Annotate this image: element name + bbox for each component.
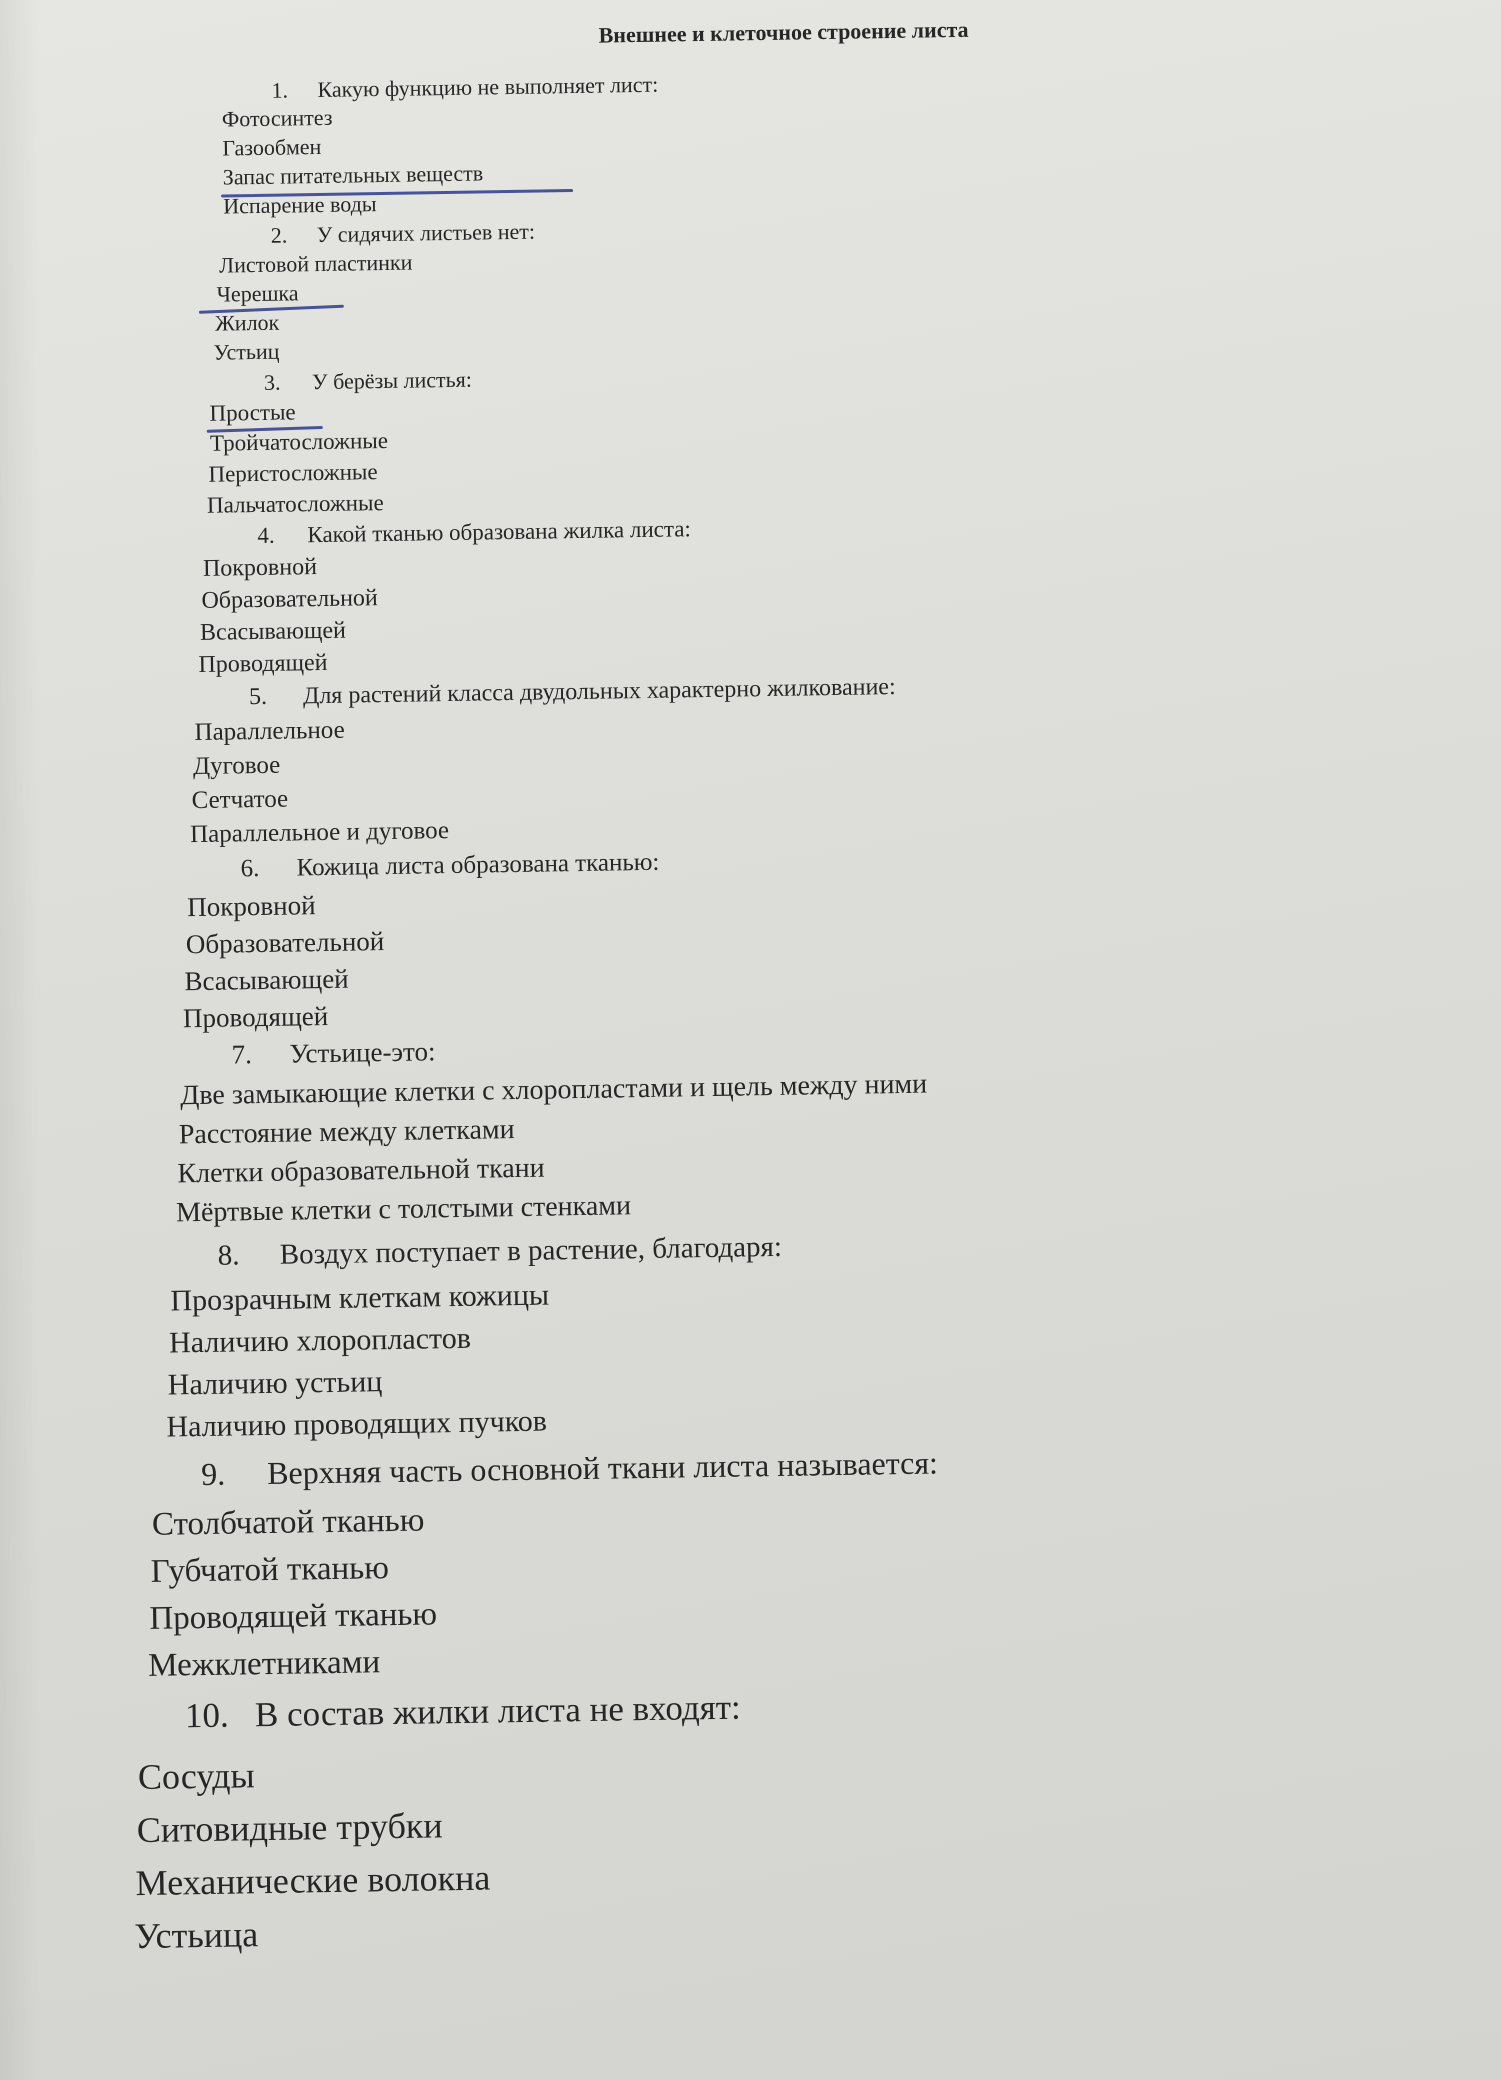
answer-option: Пальчатосложные	[206, 490, 384, 518]
answer-option: Проводящей	[182, 1000, 329, 1034]
question-5	[249, 674, 896, 711]
document-title: Внешнее и клеточное строение листа	[598, 16, 969, 48]
answer-option: Покровной	[187, 890, 316, 923]
answer-option: Дуговое	[192, 751, 281, 781]
question-number: 8.	[217, 1239, 240, 1272]
answer-option: Столбчатой тканью	[151, 1502, 425, 1543]
question-6	[240, 849, 659, 884]
answer-option: Образовательной	[201, 585, 378, 614]
question-number: 10.	[184, 1695, 230, 1736]
question-text: У берёзы листья:	[311, 366, 473, 395]
question-number: 4.	[257, 522, 275, 549]
question-10	[185, 1688, 741, 1737]
answer-option: Наличию проводящих пучков	[166, 1404, 548, 1444]
question-number: 1.	[271, 77, 289, 103]
answer-option: Параллельное	[194, 716, 345, 747]
question-text: В состав жилки листа не входят:	[254, 1687, 742, 1735]
question-3	[264, 367, 472, 396]
answer-option: Всасывающей	[184, 963, 349, 997]
answer-option: Наличию хлоропластов	[168, 1321, 472, 1360]
answer-option: Ситовидные трубки	[136, 1805, 443, 1851]
question-number: 9.	[200, 1455, 226, 1493]
answer-option: Фотосинтез	[221, 104, 333, 132]
answer-option: Газообмен	[222, 133, 322, 161]
answer-option-selected: Черешка	[216, 280, 299, 307]
answer-option: Клетки образовательной ткани	[177, 1152, 545, 1190]
answer-option: Параллельное и дуговое	[189, 817, 450, 849]
question-8	[217, 1231, 782, 1273]
question-text: Устьице-это:	[289, 1036, 436, 1069]
answer-option: Две замыкающие клетки с хлоропластами и щель между ними	[179, 1068, 928, 1112]
question-7	[231, 1036, 435, 1070]
question-text: Какой тканью образована жилка листа:	[307, 516, 692, 548]
answer-option: Покровной	[202, 554, 318, 582]
question-number: 2.	[270, 222, 288, 248]
question-number: 6.	[240, 855, 260, 883]
answer-option: Проводящей	[198, 649, 328, 678]
question-9	[201, 1444, 938, 1493]
answer-option: Испарение воды	[223, 191, 377, 219]
question-4	[257, 516, 691, 549]
answer-option: Устьиц	[213, 338, 280, 365]
answer-option: Межклетниками	[147, 1644, 381, 1684]
question-1	[271, 72, 658, 104]
answer-option: Устьица	[134, 1914, 259, 1957]
question-2	[271, 219, 536, 249]
answer-option: Расстояние между клетками	[178, 1114, 515, 1151]
answer-option: Прозрачным клеткам кожицы	[170, 1278, 550, 1318]
answer-option: Наличию устьиц	[167, 1365, 383, 1402]
question-number: 5.	[248, 683, 268, 711]
answer-option: Губчатой тканью	[150, 1550, 390, 1590]
question-number: 7.	[231, 1039, 253, 1070]
answer-option: Механические волокна	[135, 1857, 491, 1904]
question-text: Для растений класса двудольных характерно жилкование:	[302, 674, 896, 710]
answer-option: Жилок	[214, 309, 280, 336]
answer-option: Сосуды	[137, 1755, 255, 1798]
question-text: У сидячих листьев нет:	[316, 218, 536, 248]
answer-option-selected: Запас питательных веществ	[222, 160, 484, 190]
question-text: Воздух поступает в растение, благодаря:	[279, 1230, 783, 1271]
answer-option: Сетчатое	[191, 785, 289, 815]
answer-option-selected: Простые	[209, 399, 296, 426]
answer-option: Перистосложные	[208, 459, 378, 487]
answer-option: Мёртвые клетки с толстыми стенками	[175, 1190, 632, 1229]
question-text: Кожица листа образована тканью:	[296, 848, 660, 882]
answer-option: Проводящей тканью	[149, 1596, 438, 1637]
answer-option: Листовой пластинки	[218, 249, 413, 278]
answer-option: Тройчатосложные	[209, 427, 389, 456]
answer-option: Образовательной	[185, 926, 385, 960]
question-text: Верхняя часть основной ткани листа называется:	[266, 1444, 939, 1491]
question-text: Какую функцию не выполняет лист:	[317, 71, 659, 103]
answer-option: Всасывающей	[199, 617, 347, 646]
question-number: 3.	[263, 369, 281, 395]
